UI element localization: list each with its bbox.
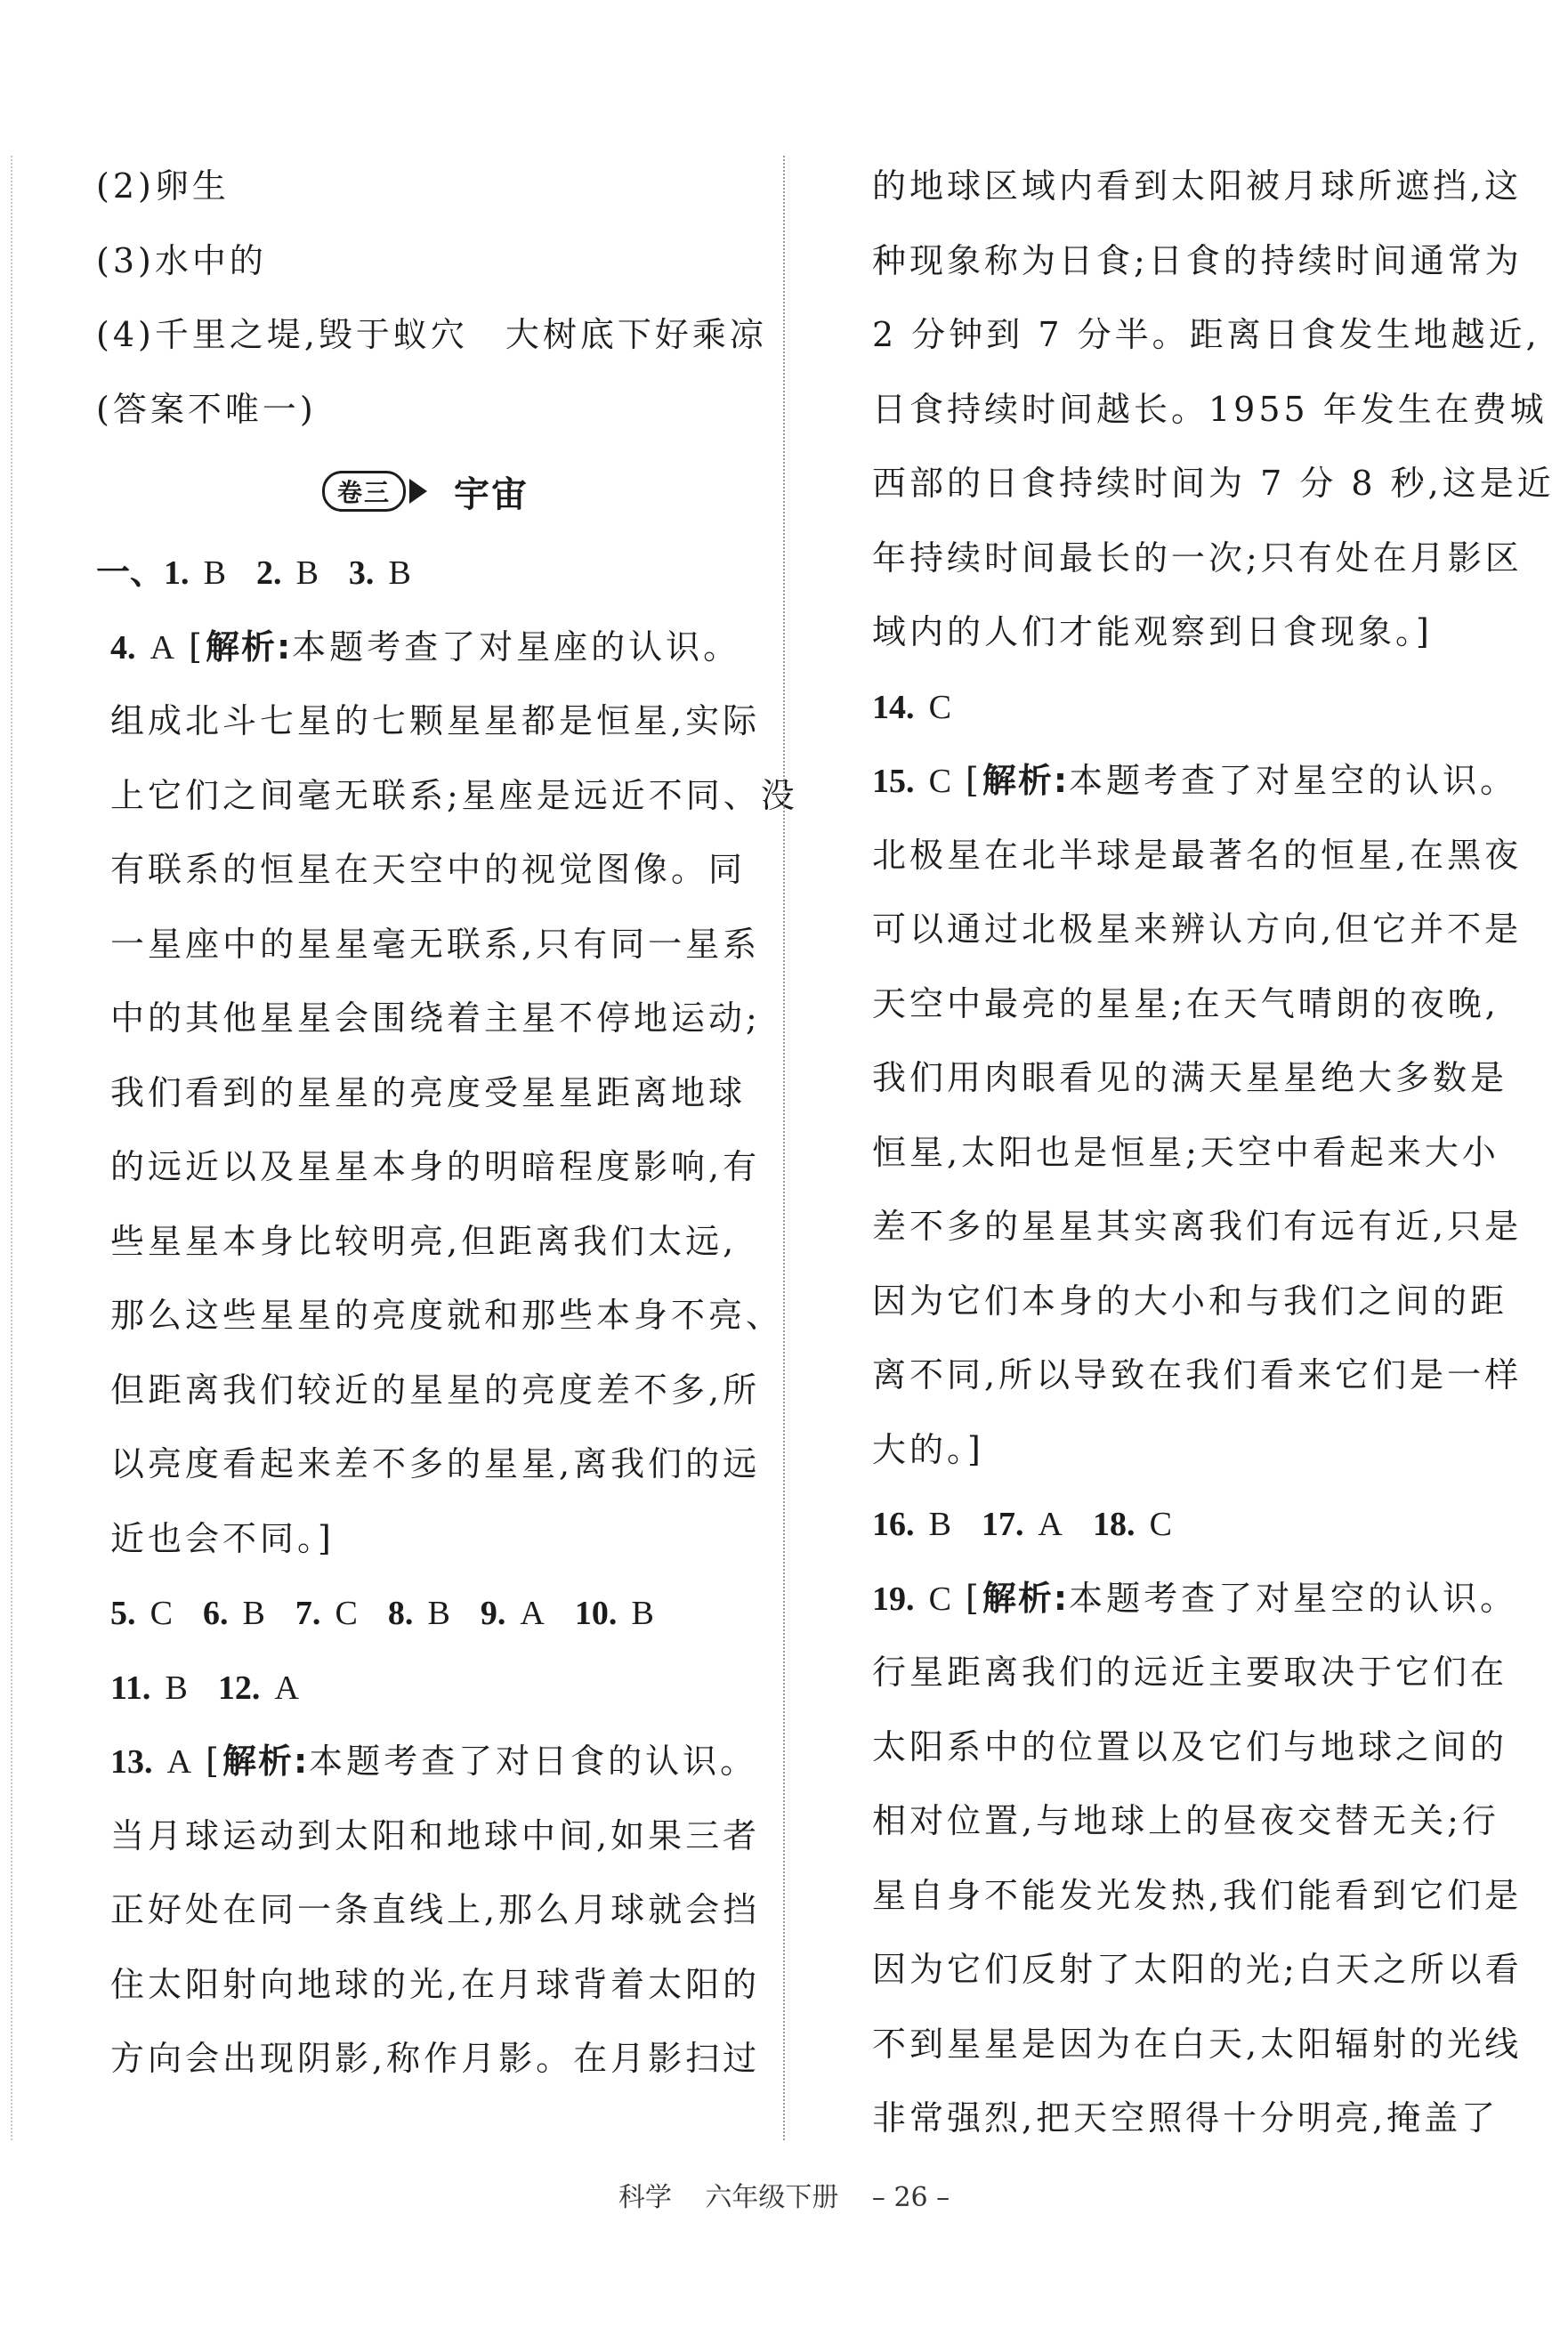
question-number: 10. <box>574 1595 618 1632</box>
analysis-line: 相对位置,与地球上的昼夜交替无关;行 <box>872 1801 1499 1840</box>
analysis-line: 那么这些星星的亮度就和那些本身不亮、 <box>110 1296 784 1335</box>
answer-line: (答案不唯一) <box>96 389 317 429</box>
analysis-line: 大的。] <box>872 1429 984 1469</box>
analysis-line: 上它们之间毫无联系;星座是远近不同、没 <box>110 775 798 815</box>
question-number: 2. <box>255 554 282 592</box>
answer-line: (2)卵生 <box>96 166 230 206</box>
answer-value: B <box>388 554 411 592</box>
analysis-text: 本题考查了对日食的认识。 <box>309 1742 758 1781</box>
analysis-line: 方向会出现阴影,称作月影。在月影扫过 <box>110 2039 761 2078</box>
answer-value: A <box>274 1669 299 1707</box>
section-badge: 卷三 <box>322 471 406 512</box>
answer-value: C <box>928 688 951 726</box>
analysis-line: 正好处在同一条直线上,那么月球就会挡 <box>110 1890 761 1929</box>
analysis-line: 恒星,太阳也是恒星;天空中看起来大小 <box>872 1132 1499 1172</box>
analysis-text: 本题考查了对星座的认识。 <box>292 626 741 667</box>
analysis-label: 解析: <box>222 1742 310 1781</box>
analysis-line: 离不同,所以导致在我们看来它们是一样 <box>872 1355 1523 1394</box>
answer-value: C <box>1149 1506 1172 1543</box>
answer-value: C <box>150 1595 173 1632</box>
right-column <box>872 150 1555 2156</box>
answer-value: B <box>203 554 226 592</box>
answer-value: B <box>165 1669 188 1707</box>
question-number: 17. <box>981 1506 1024 1543</box>
analysis-line: 当月球运动到太阳和地球中间,如果三者 <box>110 1815 761 1855</box>
analysis-label: 解析: <box>982 1578 1070 1618</box>
analysis-label: 解析: <box>205 626 293 667</box>
answer-row-1-3 <box>96 536 755 610</box>
answer-value: A <box>520 1595 545 1632</box>
analysis-line: 行星距离我们的远近主要取决于它们在 <box>872 1653 1508 1692</box>
analysis-line: 年持续时间最长的一次;只有处在月影区 <box>872 537 1523 578</box>
q19-first-line <box>872 1562 1518 1637</box>
question-number: 7. <box>295 1595 321 1632</box>
answer-value: A <box>1038 1506 1063 1543</box>
bracket: [ <box>966 761 982 800</box>
question-number: 12. <box>217 1669 261 1707</box>
answer-line: (3)水中的 <box>96 240 267 280</box>
question-number: 15. <box>872 763 915 800</box>
answer-value: C <box>928 1580 951 1618</box>
q15-first-line <box>872 744 1518 819</box>
analysis-line: 中的其他星星会围绕着主星不停地运动; <box>110 998 761 1038</box>
answer-value: C <box>335 1595 358 1632</box>
question-number: 11. <box>110 1669 151 1707</box>
analysis-text: 本题考查了对星空的认识。 <box>1069 761 1518 800</box>
analysis-line: 组成北斗七星的七颗星星都是恒星,实际 <box>110 701 761 740</box>
answer-value: A <box>150 628 175 667</box>
analysis-line: 但距离我们较近的星星的亮度差不多,所 <box>110 1370 761 1410</box>
column-divider <box>783 156 785 2140</box>
answer-row-5-10 <box>96 1576 755 1651</box>
footer-grade: 六年级下册 <box>705 2182 839 2213</box>
answer-value: C <box>928 763 951 800</box>
answer-value: B <box>928 1506 951 1543</box>
analysis-line: 非常强烈,把天空照得十分明亮,掩盖了 <box>872 2098 1499 2138</box>
page-number: – 26 – <box>871 2182 950 2213</box>
answer-row-14 <box>872 670 1513 745</box>
question-number: 19. <box>872 1580 915 1618</box>
question-number: 6. <box>202 1595 229 1632</box>
answer-value: B <box>242 1595 265 1632</box>
bracket: [ <box>966 1578 982 1618</box>
section-header <box>96 447 755 536</box>
question-number: 8. <box>387 1595 414 1632</box>
analysis-line: 2 分钟到 7 分半。距离日食发生地越近, <box>872 315 1540 354</box>
analysis-line: 域内的人们才能观察到日食现象。] <box>872 612 1433 651</box>
answer-row-11-12 <box>96 1651 755 1726</box>
analysis-line: 种现象称为日食;日食的持续时间通常为 <box>872 240 1523 280</box>
question-number: 16. <box>872 1506 915 1543</box>
analysis-label: 解析: <box>982 761 1070 800</box>
answer-row-16-18 <box>872 1487 1513 1562</box>
section-title: 宇宙 <box>454 473 529 515</box>
question-number: 3. <box>348 554 375 592</box>
analysis-line: 些星星本身比较明亮,但距离我们太远, <box>110 1221 738 1261</box>
left-column <box>96 150 798 2097</box>
analysis-line: 有联系的恒星在天空中的视觉图像。同 <box>110 850 747 889</box>
answer-value: B <box>295 554 319 592</box>
analysis-line: 以亮度看起来差不多的星星,离我们的远 <box>110 1444 761 1483</box>
badge-arrow-icon <box>409 479 427 504</box>
question-number: 18. <box>1093 1506 1136 1543</box>
analysis-line: 我们看到的星星的亮度受星星距离地球 <box>110 1072 747 1112</box>
analysis-line: 星自身不能发光发热,我们能看到它们是 <box>872 1875 1523 1915</box>
analysis-line: 北极星在北半球是最著名的恒星,在黑夜 <box>872 835 1523 875</box>
answer-line: (4)千里之堤,毁于蚁穴 大树底下好乘凉 <box>96 315 767 354</box>
question-number: 5. <box>110 1595 136 1632</box>
question-number: 13. <box>110 1743 153 1781</box>
bracket: [ <box>189 626 206 667</box>
analysis-line: 日食持续时间越长。1955 年发生在费城 <box>872 389 1548 429</box>
analysis-line: 太阳系中的位置以及它们与地球之间的 <box>872 1726 1508 1766</box>
analysis-line: 因为它们本身的大小和与我们之间的距 <box>872 1281 1508 1321</box>
analysis-line: 差不多的星星其实离我们有远有近,只是 <box>872 1207 1523 1246</box>
analysis-line: 因为它们反射了太阳的光;白天之所以看 <box>872 1950 1523 1989</box>
page-footer <box>0 2175 1568 2214</box>
binding-edge-mark <box>11 156 12 2140</box>
analysis-line: 不到星星是因为在白天,太阳辐射的光线 <box>872 2024 1523 2064</box>
analysis-line: 可以通过北极星来辨认方向,但它并不是 <box>872 909 1523 949</box>
bracket: [ <box>206 1742 222 1781</box>
question-number: 14. <box>872 688 915 726</box>
question-number: 1. <box>164 554 190 592</box>
answer-value: A <box>166 1743 192 1781</box>
part-prefix: 一、 <box>96 554 165 592</box>
question-number: 9. <box>480 1595 506 1632</box>
answer-value: B <box>427 1595 450 1632</box>
analysis-line: 近也会不同。] <box>110 1518 335 1558</box>
analysis-line: 西部的日食持续时间为 7 分 8 秒,这是近 <box>872 464 1555 503</box>
q13-first-line <box>96 1725 758 1799</box>
analysis-line: 住太阳射向地球的光,在月球背着太阳的 <box>110 1964 761 2004</box>
question-number: 4. <box>110 628 136 667</box>
answer-value: B <box>631 1595 654 1632</box>
analysis-text: 本题考查了对星空的认识。 <box>1069 1578 1518 1618</box>
analysis-line: 一星座中的星星毫无联系,只有同一星系 <box>110 924 761 964</box>
q4-first-line <box>96 610 755 685</box>
analysis-line: 的地球区域内看到太阳被月球所遮挡,这 <box>872 166 1523 206</box>
analysis-line: 天空中最亮的星星;在天气晴朗的夜晚, <box>872 983 1499 1023</box>
analysis-line: 的远近以及星星本身的明暗程度影响,有 <box>110 1147 761 1186</box>
footer-subject: 科学 <box>618 2182 672 2213</box>
analysis-line: 我们用肉眼看见的满天星星绝大多数是 <box>872 1058 1508 1097</box>
